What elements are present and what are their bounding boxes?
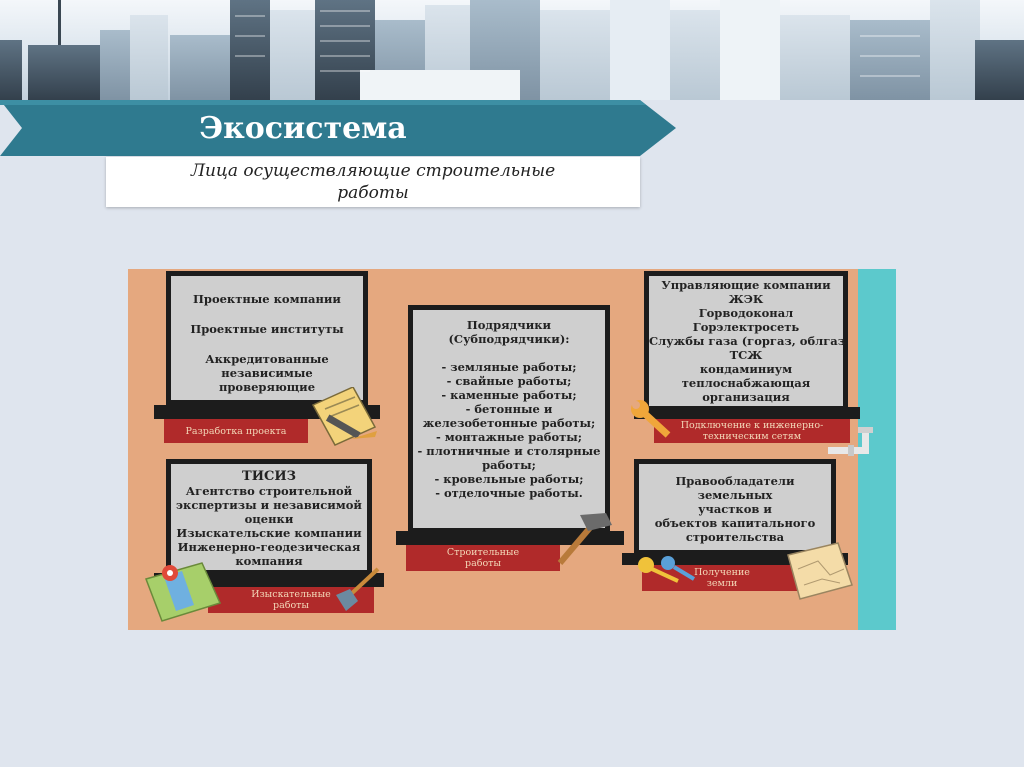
owners-line-3: участков и: [698, 502, 772, 516]
keys-icon: [634, 551, 698, 591]
panel-contractors: [408, 305, 610, 533]
design-line-1: Проектные компании: [193, 292, 341, 306]
work-item: - отделочные работы.: [435, 486, 583, 500]
tag-construction-label-1: Строительные: [446, 547, 520, 558]
owners-line-4: объектов капитального: [654, 516, 816, 530]
tag-survey-label-1: Изыскательные: [251, 589, 331, 600]
survey-line-2: Агентство строительной: [185, 484, 353, 498]
tag-utilities: [654, 419, 850, 443]
survey-line-6: Инженерно-геодезическая: [177, 540, 361, 554]
subtitle-line-1: Лица осуществляющие строительные: [190, 161, 556, 181]
owners-line-5: строительства: [685, 530, 785, 544]
tag-construction: [406, 545, 560, 571]
survey-line-4: оценки: [244, 512, 294, 526]
utilities-line-1: Управляющие компании: [661, 278, 831, 292]
subtitle-line-2: работы: [337, 183, 409, 203]
work-item: - бетонные и: [465, 402, 553, 416]
hammer-icon: [548, 509, 618, 569]
contractors-work-list: [413, 360, 605, 500]
tag-utilities-label-1: Подключение к инженерно-: [680, 420, 824, 431]
utilities-line-9: организация: [702, 390, 790, 404]
land-plan-icon: [778, 539, 858, 605]
work-item: - свайные работы;: [446, 374, 572, 388]
tag-survey-label-2: работы: [272, 600, 309, 611]
contractors-line-2: (Субподрядчики):: [448, 332, 570, 346]
owners-line-1: Правообладатели: [675, 474, 795, 488]
ecosystem-infographic: [128, 269, 896, 630]
panel-survey-organizations: [166, 459, 372, 575]
tag-land-label-1: Получение: [694, 567, 750, 578]
panel-utilities: [644, 271, 848, 411]
survey-line-5: Изыскательские компании: [176, 526, 362, 540]
work-item: - кровельные работы;: [434, 472, 584, 486]
slide-title: Экосистема: [199, 110, 407, 146]
tag-design: [164, 419, 308, 443]
utilities-line-7: кондаминиум: [699, 362, 793, 376]
work-item: работы;: [482, 458, 536, 472]
wrench-icon: [628, 397, 676, 441]
utilities-line-8: теплоснабжающая: [681, 376, 811, 390]
owners-line-2: земельных: [697, 488, 773, 502]
utilities-line-5: Службы газа (горгаз, облгаз: [649, 334, 846, 348]
work-item: железобетонные работы;: [422, 416, 596, 430]
tag-utilities-label-2: техническим сетям: [702, 431, 802, 442]
design-line-2: Проектные институты: [190, 322, 344, 336]
utilities-line-4: Горэлектросеть: [692, 320, 800, 334]
work-item: - монтажные работы;: [435, 430, 583, 444]
city-skyline-image: [0, 0, 1024, 100]
work-item: - плотничные и столярные: [417, 444, 601, 458]
tag-land-label-2: земли: [706, 578, 738, 589]
slide-subtitle: [106, 157, 640, 207]
utilities-line-3: Горводоконал: [698, 306, 794, 320]
design-line-4: независимые: [221, 366, 313, 380]
notebook-pencil-icon: [303, 387, 383, 457]
design-line-3: Аккредитованные: [205, 352, 329, 366]
survey-line-1: ТИСИЗ: [242, 469, 296, 484]
utilities-line-2: ЖЭК: [728, 292, 764, 306]
tag-design-label: Разработка проекта: [185, 425, 287, 437]
panel-design-organizations: [166, 271, 368, 405]
survey-line-3: экспертизы и независимой: [176, 498, 362, 512]
header-banner: [0, 0, 1024, 100]
utilities-line-6: ТСЖ: [729, 348, 763, 362]
design-line-5: проверяющие: [218, 380, 316, 394]
work-item: - земляные работы;: [441, 360, 577, 374]
contractors-line-1: Подрядчики: [466, 318, 552, 332]
survey-line-7: компания: [235, 554, 303, 568]
shovel-icon: [328, 565, 390, 615]
tag-construction-label-2: работы: [464, 558, 501, 569]
work-item: - каменные работы;: [441, 388, 577, 402]
map-icon: [142, 559, 222, 625]
